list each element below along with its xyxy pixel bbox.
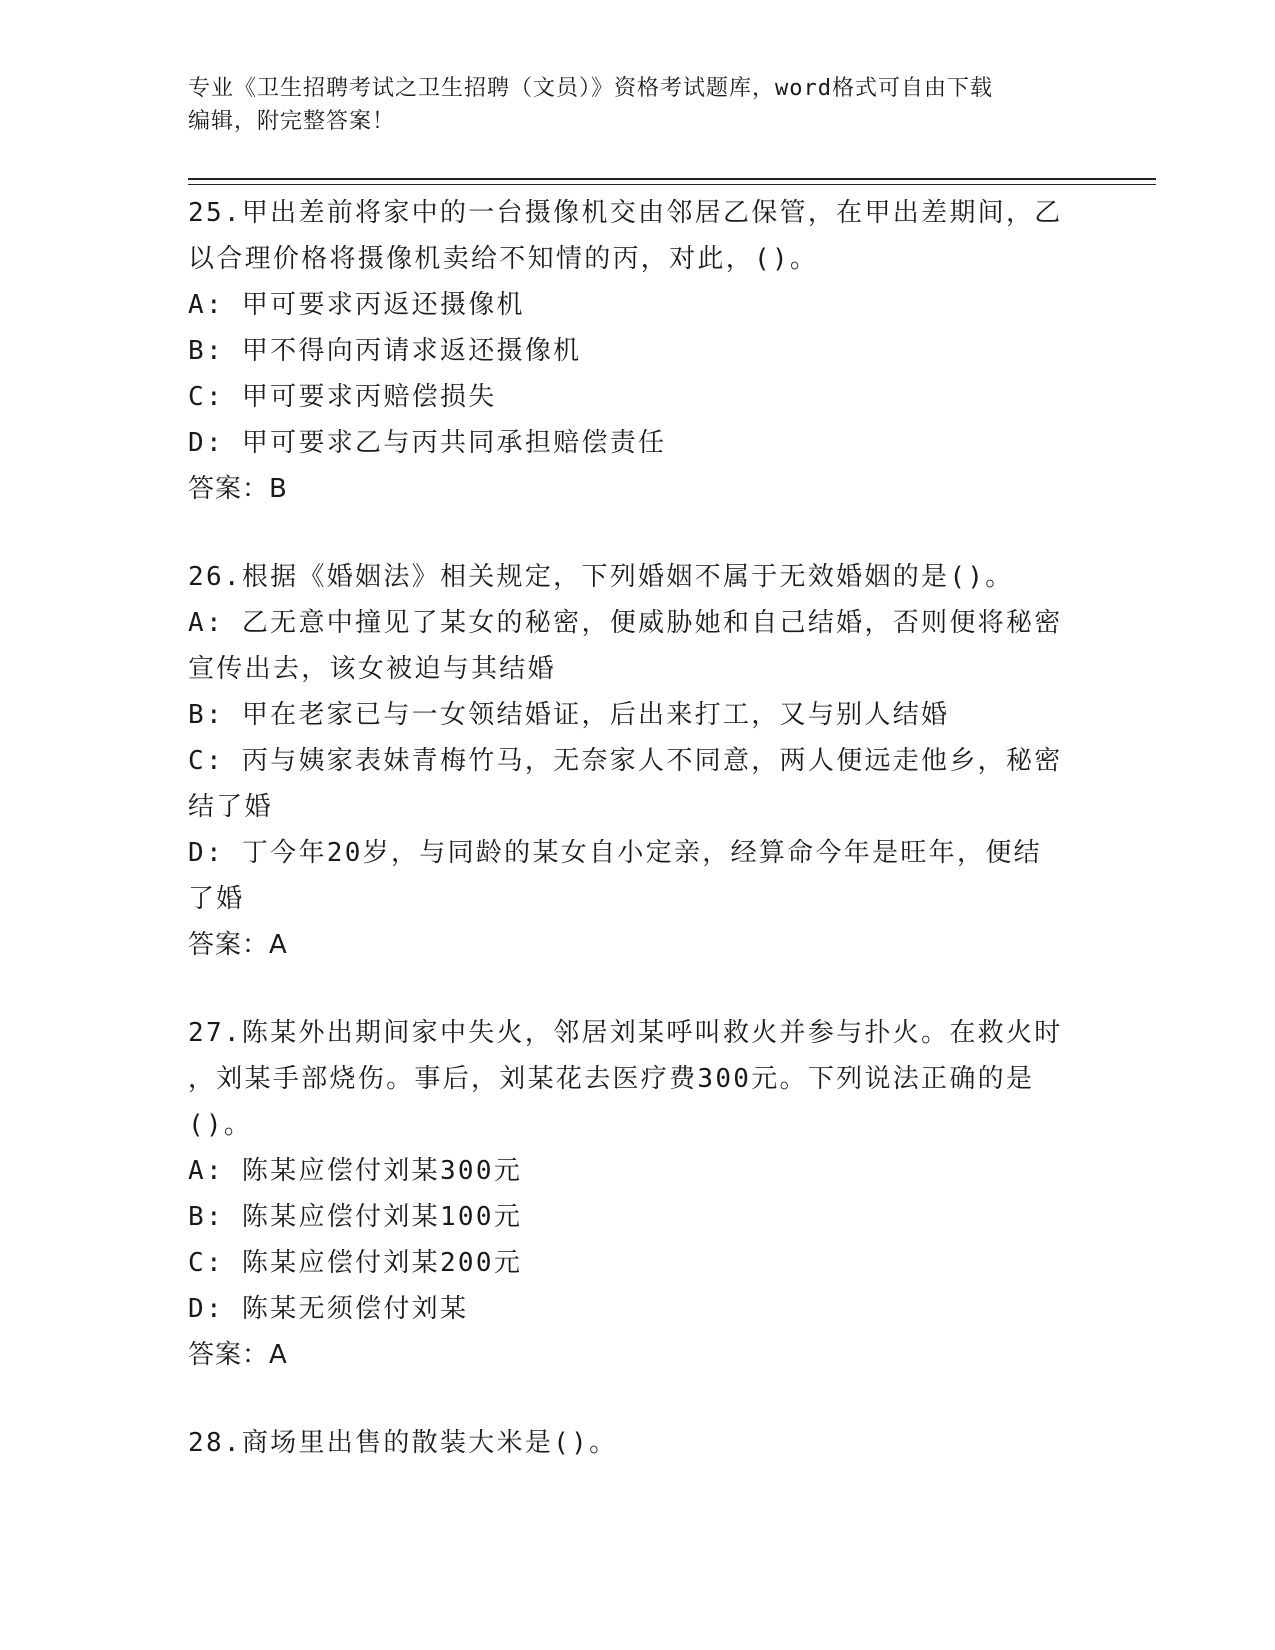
header-divider-thin [188,184,1156,185]
question-27 [188,1010,1088,1378]
question-list [188,190,1088,1466]
answer-line: 答案：B [188,474,288,504]
option-b: B: 甲在老家已与一女领结婚证，后出来打工，又与别人结婚 [188,700,950,730]
option-a: A: 甲可要求丙返还摄像机 [188,290,525,320]
option-a: A: 陈某应偿付刘某300元 [188,1156,523,1186]
option-a: A: 乙无意中撞见了某女的秘密，便威胁她和自己结婚，否则便将秘密 [188,608,1063,638]
question-stem-line: 26.根据《婚姻法》相关规定，下列婚姻不属于无效婚姻的是()。 [188,562,1014,592]
document-header [188,72,1088,138]
header-line-2: 编辑，附完整答案！ [188,109,396,134]
question-stem-line: 28.商场里出售的散装大米是()。 [188,1428,618,1458]
question-spacer [188,512,1088,554]
option-d-continued: 了婚 [188,884,245,914]
question-spacer [188,1378,1088,1420]
question-spacer [188,968,1088,1010]
option-d: D: 陈某无须偿付刘某 [188,1294,469,1324]
option-c: C: 陈某应偿付刘某200元 [188,1248,523,1278]
question-26 [188,554,1088,968]
option-c-continued: 结了婚 [188,792,273,822]
question-stem-line: ，刘某手部烧伤。事后，刘某花去医疗费300元。下列说法正确的是 [188,1064,1035,1094]
header-line-1: 专业《卫生招聘考试之卫生招聘（文员）》资格考试题库，word格式可自由下载 [188,76,993,101]
question-stem-line: 27.陈某外出期间家中失火，邻居刘某呼叫救火并参与扑火。在救火时 [188,1018,1063,1048]
option-d: D: 甲可要求乙与丙共同承担赔偿责任 [188,428,667,458]
question-stem-line: 25.甲出差前将家中的一台摄像机交由邻居乙保管，在甲出差期间，乙 [188,198,1063,228]
question-28 [188,1420,1088,1466]
answer-line: 答案：A [188,930,288,960]
option-c: C: 甲可要求丙赔偿损失 [188,382,497,412]
question-stem-line: ()。 [188,1110,253,1140]
question-stem-line: 以合理价格将摄像机卖给不知情的丙，对此，()。 [188,244,819,274]
answer-line: 答案：A [188,1340,288,1370]
option-b: B: 陈某应偿付刘某100元 [188,1202,523,1232]
option-a-continued: 宣传出去，该女被迫与其结婚 [188,654,556,684]
header-divider-thick [188,178,1156,180]
question-25 [188,190,1088,512]
option-b: B: 甲不得向丙请求返还摄像机 [188,336,582,366]
option-d: D: 丁今年20岁，与同龄的某女自小定亲，经算命今年是旺年，便结 [188,838,1042,868]
option-c: C: 丙与姨家表妹青梅竹马，无奈家人不同意，两人便远走他乡，秘密 [188,746,1063,776]
